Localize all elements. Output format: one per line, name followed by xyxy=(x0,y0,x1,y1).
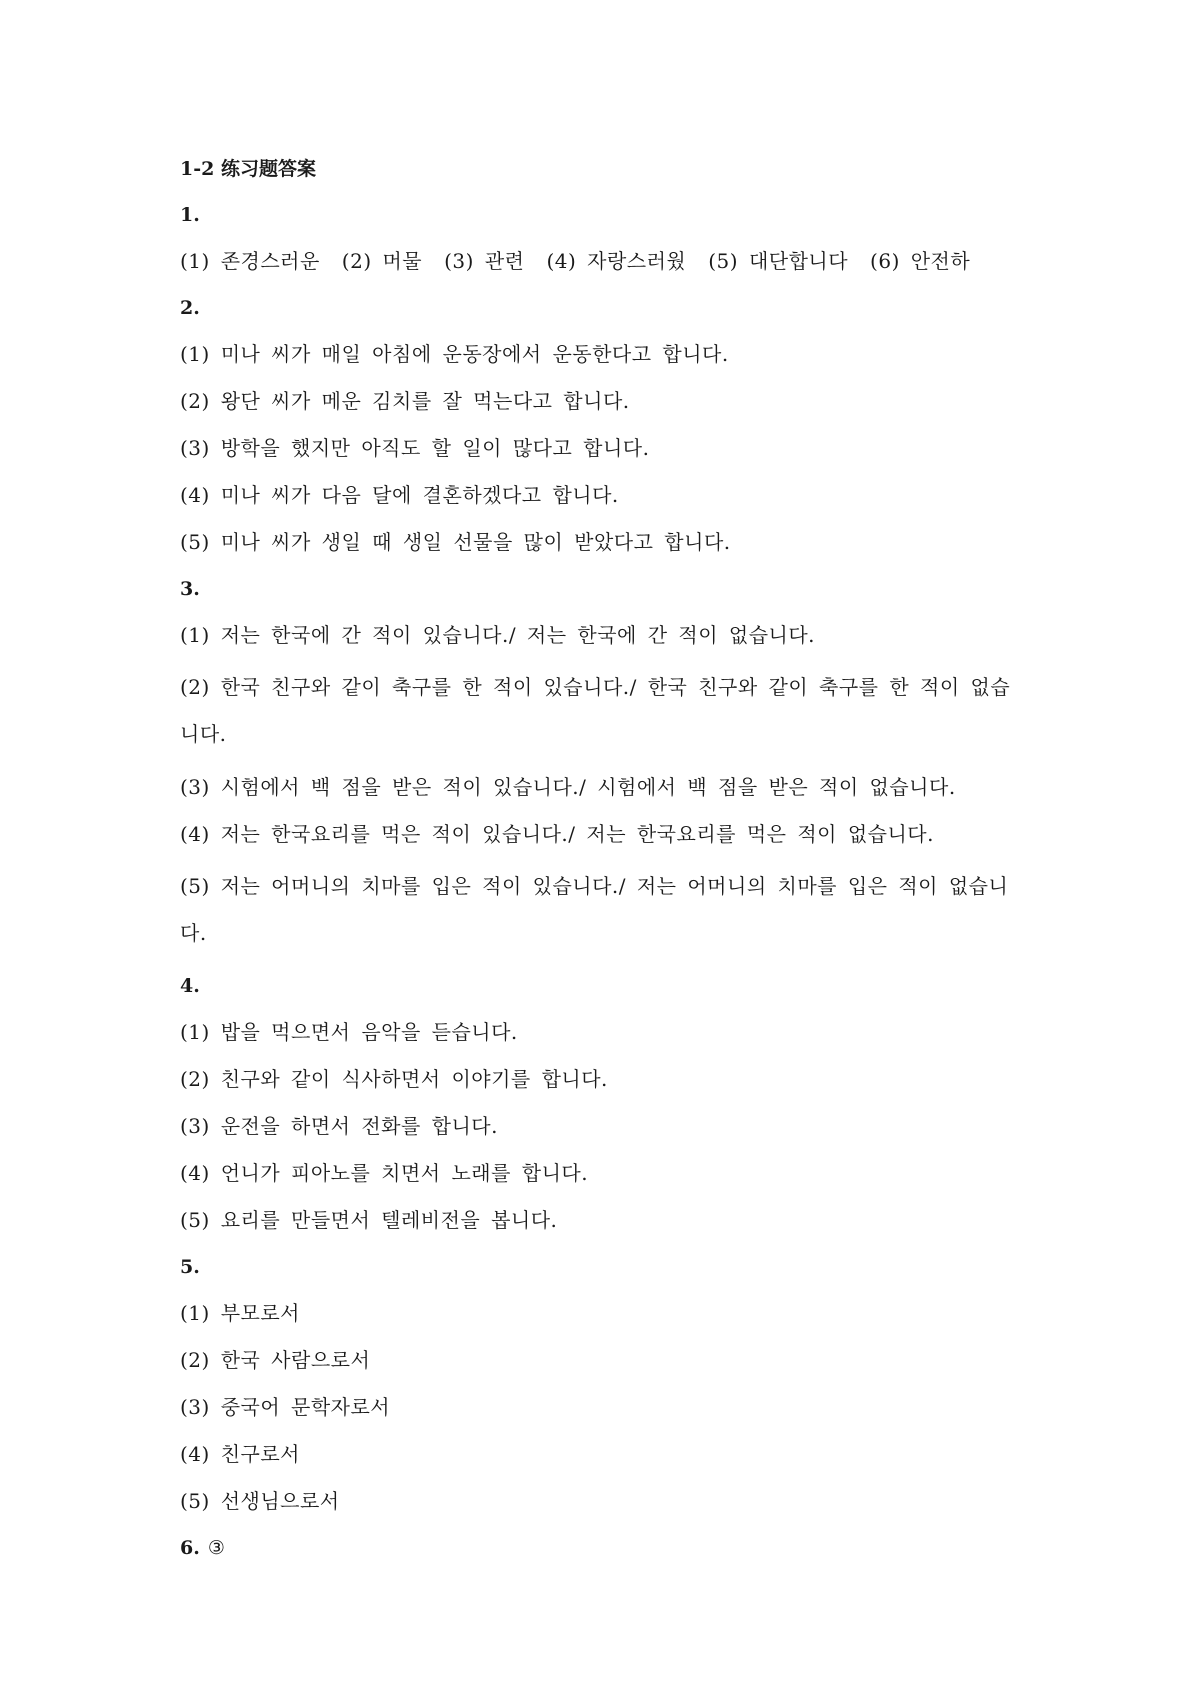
answer-item: (3) 관련 xyxy=(444,249,525,273)
answer-line: (2) 한국 사람으로서 xyxy=(180,1348,371,1372)
section-number: 3. xyxy=(180,578,200,600)
answer-line: (3) 방학을 했지만 아직도 할 일이 많다고 합니다. xyxy=(180,436,650,460)
answer-line: (4) 미나 씨가 다음 달에 결혼하겠다고 합니다. xyxy=(180,483,619,507)
section-number: 5. xyxy=(180,1256,200,1278)
answer-line: (5) 미나 씨가 생일 때 생일 선물을 많이 받았다고 합니다. xyxy=(180,530,731,554)
section-number: 4. xyxy=(180,975,200,997)
answer-line: (5) 요리를 만들면서 텔레비전을 봅니다. xyxy=(180,1208,558,1232)
page-title: 1-2 练习题答案 xyxy=(180,158,316,180)
answer-line: (2) 친구와 같이 식사하면서 이야기를 합니다. xyxy=(180,1067,608,1091)
answer-line: (1) 부모로서 xyxy=(180,1301,300,1325)
answer-sheet xyxy=(180,152,1020,1565)
answer-line: (3) 중국어 문학자로서 xyxy=(180,1395,391,1419)
answer-item: (1) 존경스러운 xyxy=(180,249,320,273)
section-6-row xyxy=(180,1530,1020,1565)
inline-answer-list xyxy=(180,243,1020,279)
answer-item: (4) 자랑스러웠 xyxy=(546,249,687,273)
answer-item: (2) 머물 xyxy=(341,249,423,273)
answer-choice: ③ xyxy=(207,1537,225,1559)
answer-line: (4) 친구로서 xyxy=(180,1442,300,1466)
answer-line: (1) 밥을 먹으면서 음악을 듣습니다. xyxy=(180,1020,518,1044)
answer-line: (4) 언니가 피아노를 치면서 노래를 합니다. xyxy=(180,1161,589,1185)
answer-item: (6) 안전하 xyxy=(870,249,971,273)
answer-line: (2) 왕단 씨가 메운 김치를 잘 먹는다고 합니다. xyxy=(180,389,630,413)
answer-line: (3) 운전을 하면서 전화를 합니다. xyxy=(180,1114,498,1138)
answer-line: (4) 저는 한국요리를 먹은 적이 있습니다./ 저는 한국요리를 먹은 적이 없습니다. xyxy=(180,822,934,846)
section-number: 1. xyxy=(180,204,200,226)
answer-line: (1) 저는 한국에 간 적이 있습니다./ 저는 한국에 간 적이 없습니다. xyxy=(180,623,816,647)
section-number: 6. xyxy=(180,1537,200,1559)
answer-item: (5) 대단합니다 xyxy=(708,249,849,273)
section-number: 2. xyxy=(180,297,200,319)
answer-line: (5) 저는 어머니의 치마를 입은 적이 있습니다./ 저는 어머니의 치마를 입은 적이 없습니다. xyxy=(180,874,1009,945)
answer-line: (2) 한국 친구와 같이 축구를 한 적이 있습니다./ 한국 친구와 같이 축구를 한 적이 없습니다. xyxy=(180,675,1011,746)
answer-line: (3) 시험에서 백 점을 받은 적이 있습니다./ 시험에서 백 점을 받은 적이 없습니다. xyxy=(180,775,956,799)
answer-line: (1) 미나 씨가 매일 아침에 운동장에서 운동한다고 합니다. xyxy=(180,342,729,366)
answer-line: (5) 선생님으로서 xyxy=(180,1489,340,1513)
